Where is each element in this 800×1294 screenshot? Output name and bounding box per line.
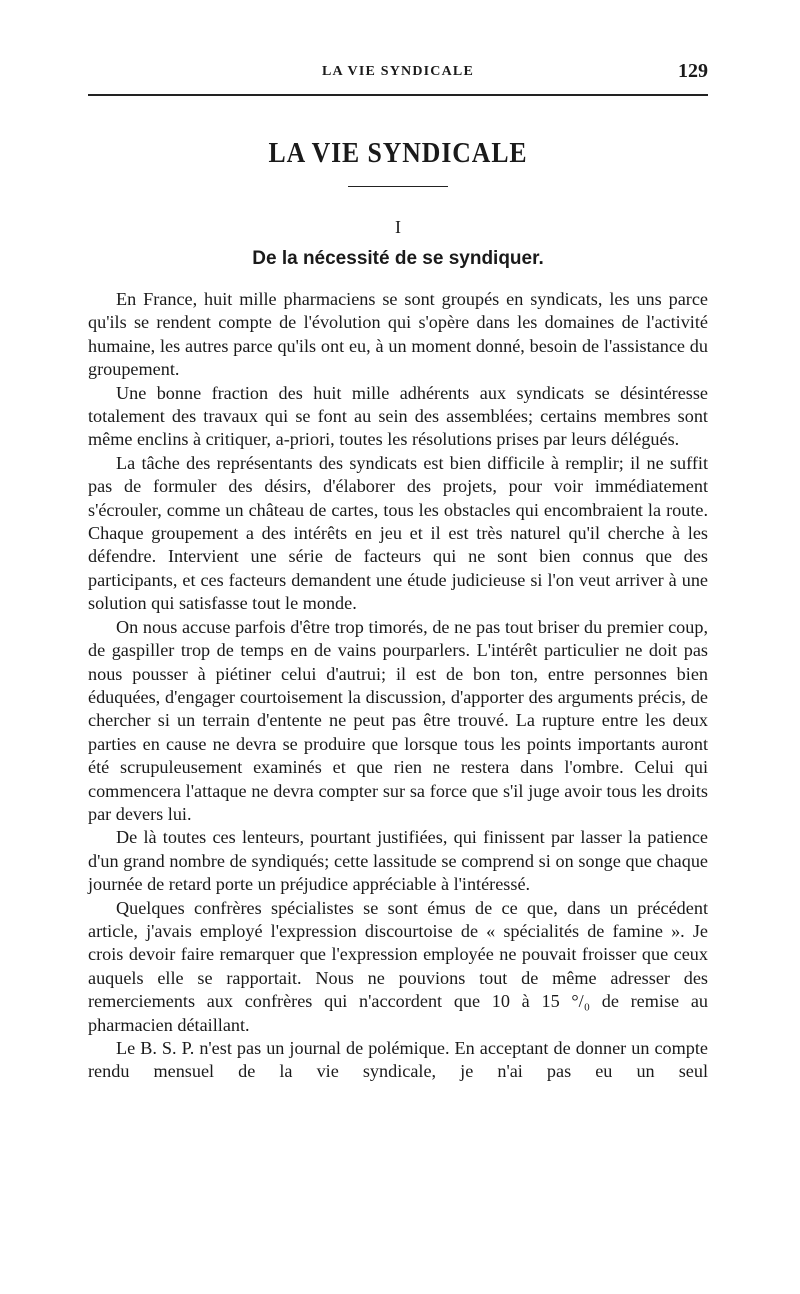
- paragraph: De là toutes ces lenteurs, pourtant justifiées, qui finissent par lasser la patience d'un grand nombre de syndiqués; cette lassitude se comprend si on songe que chaque journée de retard porte un préjudice appréciable à l'intéressé.: [88, 827, 708, 895]
- page-number: 129: [678, 60, 708, 82]
- section-number: I: [395, 217, 401, 237]
- paragraph: On nous accuse parfois d'être trop timorés, de ne pas tout briser du premier coup, de gaspiller trop de temps en de vains pourparlers. L'intérêt particulier ne doit pas nous pousser à piétiner celui d'autrui; il est de bon ton, entre personnes bien éduquées, d'engager courtoisement la discussion, d'apporter des arguments précis, de chercher si un terrain d'entente ne peut pas être trouvé. La rupture entre les deux parties en cause ne devra se produire que lorsque tous les points importants auront été scrupuleusement examinés et que rien ne restera dans l'ombre. Celui qui commencera l'attaque ne devra compter sur sa force que s'il juge avoir tous les droits par devers lui.: [88, 616, 708, 824]
- section-heading: De la nécessité de se syndiquer.: [252, 248, 544, 269]
- paragraph: Quelques confrères spécialistes se sont émus de ce que, dans un précédent article, j'avais employé l'expression discourtoise de « spécialités de famine ». Je crois devoir faire remarquer que l'expression employée ne pouvait froisser que ceux auquels elle se rapportait. Nous ne pouvions tout de même adresser des remerciements aux confrères qui n'accordent que 10 à 15 °/₀ de remise au pharmacien détaillant.: [88, 897, 708, 1035]
- running-head: [88, 58, 708, 84]
- paragraph: Le B. S. P. n'est pas un journal de polémique. En acceptant de donner un compte rendu mensuel de la vie syndicale, je n'ai pas eu un seul: [88, 1038, 708, 1082]
- paragraph: La tâche des représentants des syndicats est bien difficile à remplir; il ne suffit pas de formuler des désirs, d'élaborer des projets, pour voir immédiatement s'écrouler, comme un château de cartes, tous les obstacles qui encombraient la route. Chaque groupement a des intérêts en jeu et il est très naturel qu'il cherche à les défendre. Intervient une série de facteurs qui ne sont bien connus que des participants, et ces facteurs demandent une étude judicieuse si l'on veut arriver à une solution qui satisfasse tout le monde.: [88, 452, 708, 614]
- header-rule: [88, 94, 708, 96]
- article-body: [88, 288, 708, 1084]
- title-rule: [348, 186, 448, 187]
- paragraph: Une bonne fraction des huit mille adhérents aux syndicats se désintéresse totalement des travaux qui se font au sein des assemblées; certains membres sont même enclins à critiquer, a-priori, toutes les résolutions prises par leurs délégués.: [88, 382, 708, 450]
- article-title: LA VIE SYNDICALE: [268, 138, 528, 169]
- paragraph: En France, huit mille pharmaciens se sont groupés en syndicats, les uns parce qu'ils se rendent compte de l'évolution qui s'opère dans les domaines de l'activité humaine, les autres parce qu'ils ont eu, à un moment donné, besoin de l'assistance du groupement.: [88, 289, 708, 380]
- running-head-title: LA VIE SYNDICALE: [322, 64, 474, 79]
- book-page: [88, 58, 708, 1084]
